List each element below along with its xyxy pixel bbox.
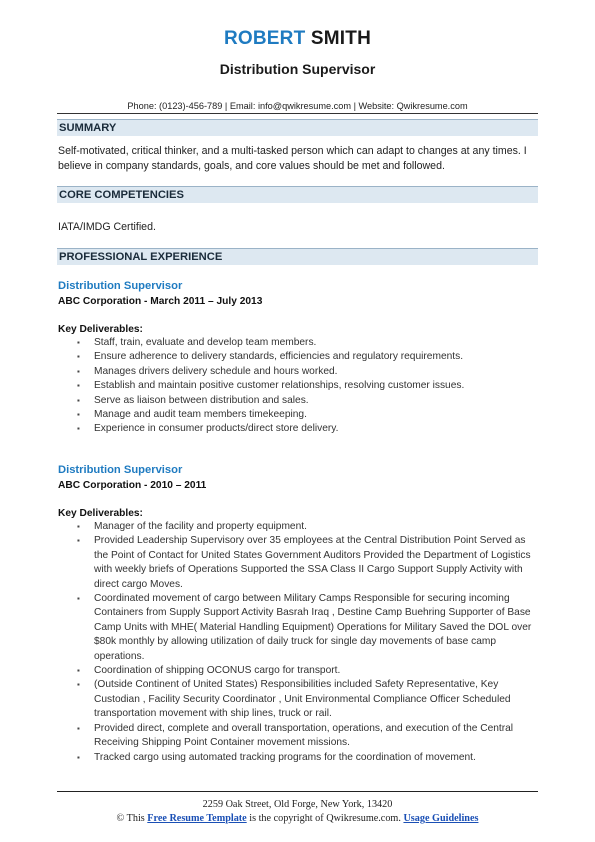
job-2-bullet-list — [58, 520, 538, 765]
copyright-prefix: © This — [116, 813, 145, 824]
list-item: ▪ Establish and maintain positive customer relationships, resolving customer issues. — [58, 379, 538, 393]
free-resume-template-link[interactable]: Free Resume Template — [147, 813, 247, 824]
list-item: ▪ Tracked cargo using automated tracking programs for the coordination of movement. — [58, 751, 538, 765]
list-item: ▪ Serve as liaison between distribution and sales. — [58, 394, 538, 408]
list-item: ▪ Coordination of shipping OCONUS cargo for transport. — [58, 664, 538, 678]
job-1-company-dates: ABC Corporation - March 2011 – July 2013 — [58, 296, 263, 307]
section-heading-experience: PROFESSIONAL EXPERIENCE — [57, 248, 538, 265]
list-item: ▪ Manager of the facility and property equipment. — [58, 520, 538, 534]
job-2-deliverables-label: Key Deliverables: — [58, 508, 143, 519]
list-item: ▪ Experience in consumer products/direct store delivery. — [58, 422, 538, 436]
first-name: ROBERT — [223, 28, 306, 49]
job-2-company-dates: ABC Corporation - 2010 – 2011 — [58, 480, 207, 491]
job-1-bullet-list — [58, 336, 538, 437]
list-item: ▪ Staff, train, evaluate and develop team members. — [58, 336, 538, 350]
list-item: ▪ Provided Leadership Supervisory over 35 employees at the Central Distribution Point Served as the Point of Contact for United States Government Auditors Provided the Department of Logistics with weekly briefs of Operations Supported the SSA Class II Cargo Support Supply Activity with direct cargo Moves. — [58, 534, 538, 592]
footer-copyright — [0, 812, 595, 825]
candidate-name — [0, 28, 595, 50]
list-item: ▪ Manage and audit team members timekeeping. — [58, 408, 538, 422]
list-item: ▪ (Outside Continent of United States) Responsibilities included Safety Representative, Key Custodian , Facility Security Coordinator , Unit Environmental Compliance Officer Scheduled transportation movement with ship lines, truck or rail. — [58, 678, 538, 721]
last-name: SMITH — [310, 28, 371, 49]
competencies-text: IATA/IMDG Certified. — [58, 221, 156, 233]
list-item: ▪ Ensure adherence to delivery standards, efficiencies and regulatory requirements. — [58, 350, 538, 364]
contact-line: Phone: (0123)-456-789 | Email: info@qwikresume.com | Website: Qwikresume.com — [127, 101, 468, 111]
section-heading-summary: SUMMARY — [57, 119, 538, 136]
section-heading-competencies: CORE COMPETENCIES — [57, 186, 538, 203]
footer-address: 2259 Oak Street, Old Forge, New York, 13420 — [202, 799, 393, 810]
usage-guidelines-link[interactable]: Usage Guidelines — [403, 813, 479, 824]
copyright-middle: is the copyright of Qwikresume.com. — [249, 813, 401, 824]
summary-text: Self-motivated, critical thinker, and a multi-tasked person which can adapt to changes at any times. I believe in company standards, goals, and core values should be met and followed. — [58, 145, 527, 172]
list-item: ▪ Coordinated movement of cargo between Military Camps Responsible for securing incoming Containers from Supply Support Activity Basrah Iraq , Destine Camp Buehring Supporter of Base Camp Units with MHE( Material Handling Equipment) Operations for Military Saved the DOL over $80k monthly by allowing utilization of daily truck for single day movements of base camp operations. — [58, 592, 538, 664]
job-1-title: Distribution Supervisor — [58, 280, 183, 292]
list-item: ▪ Manages drivers delivery schedule and hours worked. — [58, 365, 538, 379]
footer-divider — [57, 791, 538, 792]
list-item: ▪ Provided direct, complete and overall transportation, operations, and execution of the Central Receiving Shipping Point Container movement missions. — [58, 722, 538, 751]
job-2-title: Distribution Supervisor — [58, 464, 183, 476]
job-title-heading: Distribution Supervisor — [219, 61, 376, 77]
contact-divider — [57, 113, 538, 114]
job-1-deliverables-label: Key Deliverables: — [58, 324, 143, 335]
